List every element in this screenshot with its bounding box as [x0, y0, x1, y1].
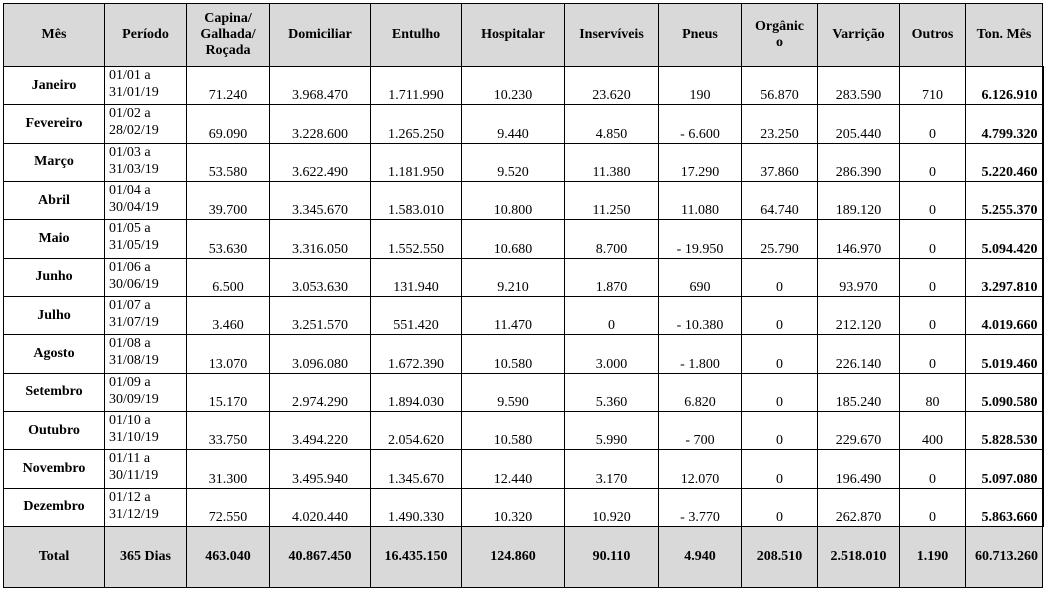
month-total-cell: 5.863.660	[966, 488, 1043, 526]
value-cell: 3.053.630	[270, 258, 371, 296]
value-cell: 72.550	[187, 488, 270, 526]
month-cell: Fevereiro	[4, 105, 105, 143]
value-cell: 93.970	[818, 258, 900, 296]
column-header: Pneus	[659, 4, 742, 67]
value-cell: 2.974.290	[270, 373, 371, 411]
total-value-cell: 40.867.450	[270, 527, 371, 588]
value-cell: 6.500	[187, 258, 270, 296]
total-value-cell: 124.860	[462, 527, 565, 588]
value-cell: 283.590	[818, 67, 900, 105]
period-cell: 01/06 a 30/06/19	[105, 258, 187, 296]
month-cell: Março	[4, 143, 105, 181]
month-cell: Setembro	[4, 373, 105, 411]
value-cell: 0	[742, 450, 818, 488]
value-cell: 0	[900, 220, 966, 258]
table-row	[4, 296, 1043, 334]
value-cell: 1.552.550	[371, 220, 462, 258]
value-cell: 0	[742, 411, 818, 449]
value-cell: 11.080	[659, 181, 742, 219]
value-cell: 1.672.390	[371, 335, 462, 373]
period-cell: 01/12 a 31/12/19	[105, 488, 187, 526]
value-cell: 185.240	[818, 373, 900, 411]
column-header: Mês	[4, 4, 105, 67]
month-total-cell: 5.097.080	[966, 450, 1043, 488]
header-row	[4, 4, 1043, 67]
value-cell: 3.494.220	[270, 411, 371, 449]
value-cell: 10.230	[462, 67, 565, 105]
month-cell: Abril	[4, 181, 105, 219]
total-value-cell: 365 Dias	[105, 527, 187, 588]
column-header: Varrição	[818, 4, 900, 67]
column-header: Orgânic o	[742, 4, 818, 67]
value-cell: 25.790	[742, 220, 818, 258]
month-total-cell: 5.220.460	[966, 143, 1043, 181]
value-cell: 0	[900, 105, 966, 143]
table-row	[4, 143, 1043, 181]
value-cell: 1.711.990	[371, 67, 462, 105]
value-cell: 1.265.250	[371, 105, 462, 143]
value-cell: 0	[900, 258, 966, 296]
value-cell: 212.120	[818, 296, 900, 334]
table-row	[4, 258, 1043, 296]
month-total-cell: 5.094.420	[966, 220, 1043, 258]
value-cell: 0	[565, 296, 659, 334]
value-cell: 33.750	[187, 411, 270, 449]
total-value-cell: 2.518.010	[818, 527, 900, 588]
month-total-cell: 4.019.660	[966, 296, 1043, 334]
table-row	[4, 411, 1043, 449]
month-total-cell: 5.090.580	[966, 373, 1043, 411]
month-cell: Janeiro	[4, 67, 105, 105]
month-cell: Dezembro	[4, 488, 105, 526]
month-total-cell: 5.019.460	[966, 335, 1043, 373]
value-cell: 37.860	[742, 143, 818, 181]
value-cell: 3.170	[565, 450, 659, 488]
month-cell: Agosto	[4, 335, 105, 373]
value-cell: 3.000	[565, 335, 659, 373]
table-row	[4, 488, 1043, 526]
value-cell: 11.470	[462, 296, 565, 334]
value-cell: 10.320	[462, 488, 565, 526]
month-total-cell: 4.799.320	[966, 105, 1043, 143]
value-cell: 12.440	[462, 450, 565, 488]
table-header	[4, 4, 1043, 67]
value-cell: 710	[900, 67, 966, 105]
table-row	[4, 450, 1043, 488]
value-cell: 690	[659, 258, 742, 296]
value-cell: 0	[742, 296, 818, 334]
month-total-cell: 3.297.810	[966, 258, 1043, 296]
table-row	[4, 105, 1043, 143]
value-cell: 15.170	[187, 373, 270, 411]
column-header: Domiciliar	[270, 4, 371, 67]
period-cell: 01/02 a 28/02/19	[105, 105, 187, 143]
value-cell: 12.070	[659, 450, 742, 488]
month-total-cell: 6.126.910	[966, 67, 1043, 105]
value-cell: 0	[742, 335, 818, 373]
value-cell: 146.970	[818, 220, 900, 258]
value-cell: 6.820	[659, 373, 742, 411]
value-cell: 71.240	[187, 67, 270, 105]
value-cell: - 19.950	[659, 220, 742, 258]
value-cell: 0	[900, 143, 966, 181]
value-cell: 10.580	[462, 411, 565, 449]
value-cell: 1.870	[565, 258, 659, 296]
column-header: Capina/ Galhada/ Roçada	[187, 4, 270, 67]
value-cell: 196.490	[818, 450, 900, 488]
value-cell: 17.290	[659, 143, 742, 181]
column-header: Hospitalar	[462, 4, 565, 67]
value-cell: 10.920	[565, 488, 659, 526]
value-cell: 229.670	[818, 411, 900, 449]
value-cell: 23.250	[742, 105, 818, 143]
table-row	[4, 335, 1043, 373]
value-cell: 69.090	[187, 105, 270, 143]
value-cell: 3.251.570	[270, 296, 371, 334]
value-cell: 23.620	[565, 67, 659, 105]
value-cell: 53.580	[187, 143, 270, 181]
table-row	[4, 67, 1043, 105]
value-cell: 39.700	[187, 181, 270, 219]
table-row	[4, 373, 1043, 411]
month-cell: Junho	[4, 258, 105, 296]
value-cell: 13.070	[187, 335, 270, 373]
value-cell: 5.360	[565, 373, 659, 411]
total-value-cell: 16.435.150	[371, 527, 462, 588]
value-cell: 9.210	[462, 258, 565, 296]
column-header: Ton. Mês	[966, 4, 1043, 67]
period-cell: 01/03 a 31/03/19	[105, 143, 187, 181]
period-cell: 01/04 a 30/04/19	[105, 181, 187, 219]
value-cell: 189.120	[818, 181, 900, 219]
value-cell: 0	[900, 450, 966, 488]
value-cell: 3.096.080	[270, 335, 371, 373]
value-cell: 1.181.950	[371, 143, 462, 181]
period-cell: 01/08 a 31/08/19	[105, 335, 187, 373]
value-cell: 8.700	[565, 220, 659, 258]
total-value-cell: 60.713.260	[966, 527, 1043, 588]
value-cell: 3.316.050	[270, 220, 371, 258]
value-cell: 131.940	[371, 258, 462, 296]
period-cell: 01/11 a 30/11/19	[105, 450, 187, 488]
value-cell: 1.345.670	[371, 450, 462, 488]
value-cell: 9.520	[462, 143, 565, 181]
value-cell: 0	[900, 488, 966, 526]
value-cell: 1.490.330	[371, 488, 462, 526]
column-header: Inservíveis	[565, 4, 659, 67]
table-row	[4, 181, 1043, 219]
value-cell: 4.850	[565, 105, 659, 143]
period-cell: 01/09 a 30/09/19	[105, 373, 187, 411]
period-cell: 01/10 a 31/10/19	[105, 411, 187, 449]
total-value-cell: 90.110	[565, 527, 659, 588]
value-cell: 64.740	[742, 181, 818, 219]
value-cell: 11.380	[565, 143, 659, 181]
value-cell: 286.390	[818, 143, 900, 181]
total-value-cell: 463.040	[187, 527, 270, 588]
value-cell: 80	[900, 373, 966, 411]
waste-collection-table	[3, 3, 1044, 588]
total-value-cell: 4.940	[659, 527, 742, 588]
value-cell: 10.800	[462, 181, 565, 219]
period-cell: 01/05 a 31/05/19	[105, 220, 187, 258]
value-cell: 262.870	[818, 488, 900, 526]
value-cell: 53.630	[187, 220, 270, 258]
value-cell: 226.140	[818, 335, 900, 373]
value-cell: 11.250	[565, 181, 659, 219]
total-row	[4, 527, 1043, 588]
value-cell: 5.990	[565, 411, 659, 449]
value-cell: - 6.600	[659, 105, 742, 143]
value-cell: - 700	[659, 411, 742, 449]
value-cell: 0	[900, 335, 966, 373]
month-cell: Maio	[4, 220, 105, 258]
value-cell: - 3.770	[659, 488, 742, 526]
value-cell: 1.894.030	[371, 373, 462, 411]
value-cell: 31.300	[187, 450, 270, 488]
table-body	[4, 67, 1043, 527]
value-cell: 9.440	[462, 105, 565, 143]
value-cell: 3.495.940	[270, 450, 371, 488]
value-cell: 0	[900, 296, 966, 334]
value-cell: 3.622.490	[270, 143, 371, 181]
value-cell: 0	[742, 488, 818, 526]
column-header: Período	[105, 4, 187, 67]
month-cell: Julho	[4, 296, 105, 334]
value-cell: 56.870	[742, 67, 818, 105]
value-cell: 0	[900, 181, 966, 219]
total-value-cell: 208.510	[742, 527, 818, 588]
month-cell: Novembro	[4, 450, 105, 488]
month-cell: Outubro	[4, 411, 105, 449]
value-cell: 205.440	[818, 105, 900, 143]
value-cell: 3.345.670	[270, 181, 371, 219]
value-cell: 0	[742, 258, 818, 296]
value-cell: 10.580	[462, 335, 565, 373]
period-cell: 01/07 a 31/07/19	[105, 296, 187, 334]
value-cell: 190	[659, 67, 742, 105]
value-cell: - 1.800	[659, 335, 742, 373]
value-cell: 9.590	[462, 373, 565, 411]
value-cell: 400	[900, 411, 966, 449]
month-total-cell: 5.828.530	[966, 411, 1043, 449]
month-total-cell: 5.255.370	[966, 181, 1043, 219]
period-cell: 01/01 a 31/01/19	[105, 67, 187, 105]
total-value-cell: 1.190	[900, 527, 966, 588]
value-cell: 3.460	[187, 296, 270, 334]
value-cell: 10.680	[462, 220, 565, 258]
value-cell: 2.054.620	[371, 411, 462, 449]
table-row	[4, 220, 1043, 258]
column-header: Outros	[900, 4, 966, 67]
value-cell: 4.020.440	[270, 488, 371, 526]
table-footer	[4, 527, 1043, 588]
total-label: Total	[4, 527, 105, 588]
value-cell: 0	[742, 373, 818, 411]
value-cell: - 10.380	[659, 296, 742, 334]
value-cell: 551.420	[371, 296, 462, 334]
value-cell: 1.583.010	[371, 181, 462, 219]
value-cell: 3.968.470	[270, 67, 371, 105]
value-cell: 3.228.600	[270, 105, 371, 143]
column-header: Entulho	[371, 4, 462, 67]
